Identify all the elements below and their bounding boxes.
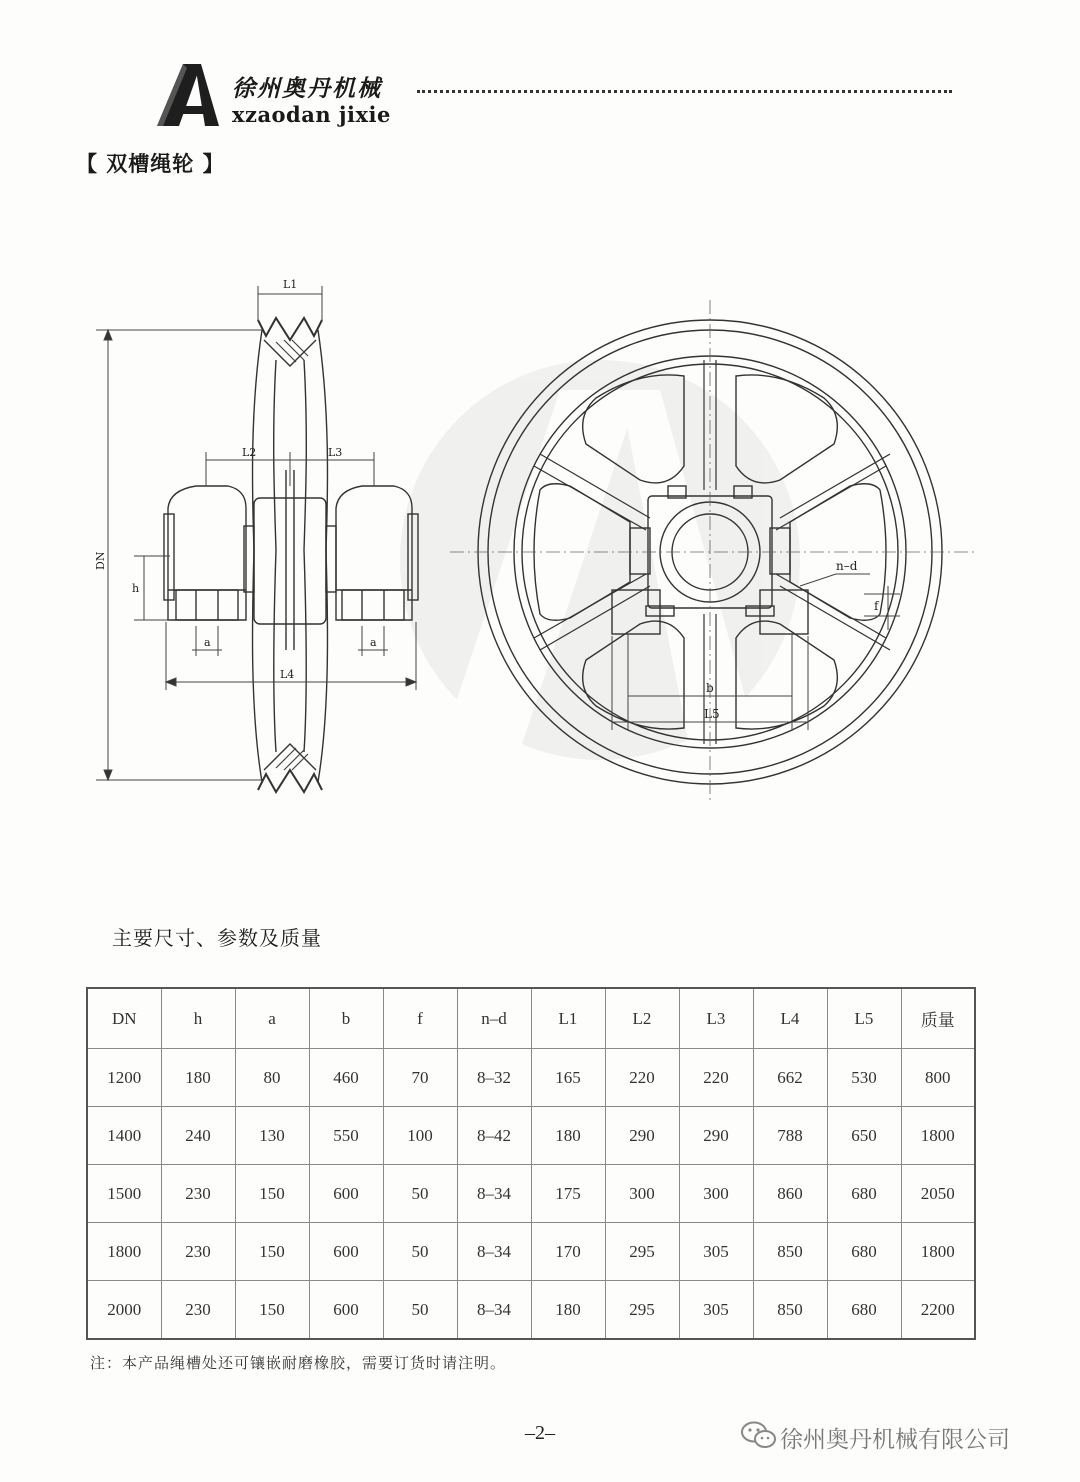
table-cell: 220 [605,1049,679,1107]
col-header: DN [87,988,161,1049]
table-cell: 180 [531,1107,605,1165]
label-l1: L1 [283,278,298,291]
company-name-en: xzaodan jixie [232,102,391,127]
parameters-table [86,987,976,1340]
table-cell: 50 [383,1281,457,1340]
label-l3: L3 [328,446,343,459]
table-cell: 180 [531,1281,605,1340]
footnote: 注：本产品绳槽处还可镶嵌耐磨橡胶，需要订货时请注明。 [90,1354,507,1372]
side-view-dimensions [96,286,416,780]
table-cell: 165 [531,1049,605,1107]
table-row [87,1165,975,1223]
side-view [164,318,418,792]
table-cell: 170 [531,1223,605,1281]
table-cell: 850 [753,1223,827,1281]
table-row [87,1049,975,1107]
table-cell: 1800 [901,1223,975,1281]
table-cell: 50 [383,1223,457,1281]
table-cell: 650 [827,1107,901,1165]
table-cell: 860 [753,1165,827,1223]
table-cell: 230 [161,1281,235,1340]
table-cell: 300 [605,1165,679,1223]
table-cell: 530 [827,1049,901,1107]
table-cell: 1200 [87,1049,161,1107]
label-a-left: a [204,636,211,649]
page-header [155,60,955,132]
table-row [87,1223,975,1281]
table-cell: 70 [383,1049,457,1107]
table-cell: 1500 [87,1165,161,1223]
label-nd: n–d [836,559,858,573]
table-cell: 8–34 [457,1223,531,1281]
table-row [87,1281,975,1340]
label-l5: L5 [704,707,720,721]
col-header: 质量 [901,988,975,1049]
table-cell: 50 [383,1165,457,1223]
col-header: L4 [753,988,827,1049]
table-cell: 680 [827,1281,901,1340]
table-cell: 8–42 [457,1107,531,1165]
table-cell: 2000 [87,1281,161,1340]
col-header: L5 [827,988,901,1049]
parameters-heading: 主要尺寸、参数及质量 [112,926,322,950]
table-cell: 8–34 [457,1281,531,1340]
page-number: –2– [525,1422,555,1444]
label-dn: DN [94,551,107,570]
table-cell: 788 [753,1107,827,1165]
label-h: h [132,582,140,595]
table-cell: 305 [679,1281,753,1340]
label-a-right: a [370,636,377,649]
table-cell: 850 [753,1281,827,1340]
table-cell: 150 [235,1223,309,1281]
table-cell: 290 [679,1107,753,1165]
table-cell: 600 [309,1165,383,1223]
table-cell: 180 [161,1049,235,1107]
company-name-cn: 徐州奥丹机械 [232,75,382,102]
col-header: f [383,988,457,1049]
technical-drawing [0,190,1080,890]
table-cell: 1800 [87,1223,161,1281]
table-cell: 300 [679,1165,753,1223]
table-cell: 460 [309,1049,383,1107]
table-cell: 800 [901,1049,975,1107]
col-header: n–d [457,988,531,1049]
table-cell: 305 [679,1223,753,1281]
col-header: L1 [531,988,605,1049]
table-cell: 295 [605,1223,679,1281]
table-cell: 150 [235,1281,309,1340]
parameters-table-wrapper [86,987,976,1340]
label-l2: L2 [242,446,257,459]
table-cell: 2050 [901,1165,975,1223]
table-cell: 662 [753,1049,827,1107]
table-cell: 8–32 [457,1049,531,1107]
table-cell: 150 [235,1165,309,1223]
watermark-text: 徐州奥丹机械有限公司 [780,1427,1010,1453]
table-cell: 550 [309,1107,383,1165]
col-header: L2 [605,988,679,1049]
table-cell: 240 [161,1107,235,1165]
table-cell: 1800 [901,1107,975,1165]
table-cell: 2200 [901,1281,975,1340]
table-cell: 680 [827,1165,901,1223]
table-cell: 600 [309,1281,383,1340]
table-cell: 680 [827,1223,901,1281]
header-dotted-rule [417,90,952,93]
background-logo-watermark [400,360,800,760]
table-cell: 230 [161,1165,235,1223]
table-cell: 295 [605,1281,679,1340]
table-cell: 130 [235,1107,309,1165]
table-cell: 220 [679,1049,753,1107]
col-header: h [161,988,235,1049]
table-cell: 80 [235,1049,309,1107]
col-header: a [235,988,309,1049]
label-b: b [706,681,714,695]
wechat-icon [740,1420,778,1450]
table-cell: 175 [531,1165,605,1223]
company-logo-icon [155,62,221,128]
table-cell: 1400 [87,1107,161,1165]
table-cell: 290 [605,1107,679,1165]
table-cell: 230 [161,1223,235,1281]
label-f: f [874,599,879,613]
table-row [87,1107,975,1165]
section-title: 【 双槽绳轮 】 [76,152,225,176]
col-header: b [309,988,383,1049]
table-cell: 600 [309,1223,383,1281]
table-header-row [87,988,975,1049]
table-cell: 8–34 [457,1165,531,1223]
label-l4: L4 [280,668,295,681]
col-header: L3 [679,988,753,1049]
table-cell: 100 [383,1107,457,1165]
